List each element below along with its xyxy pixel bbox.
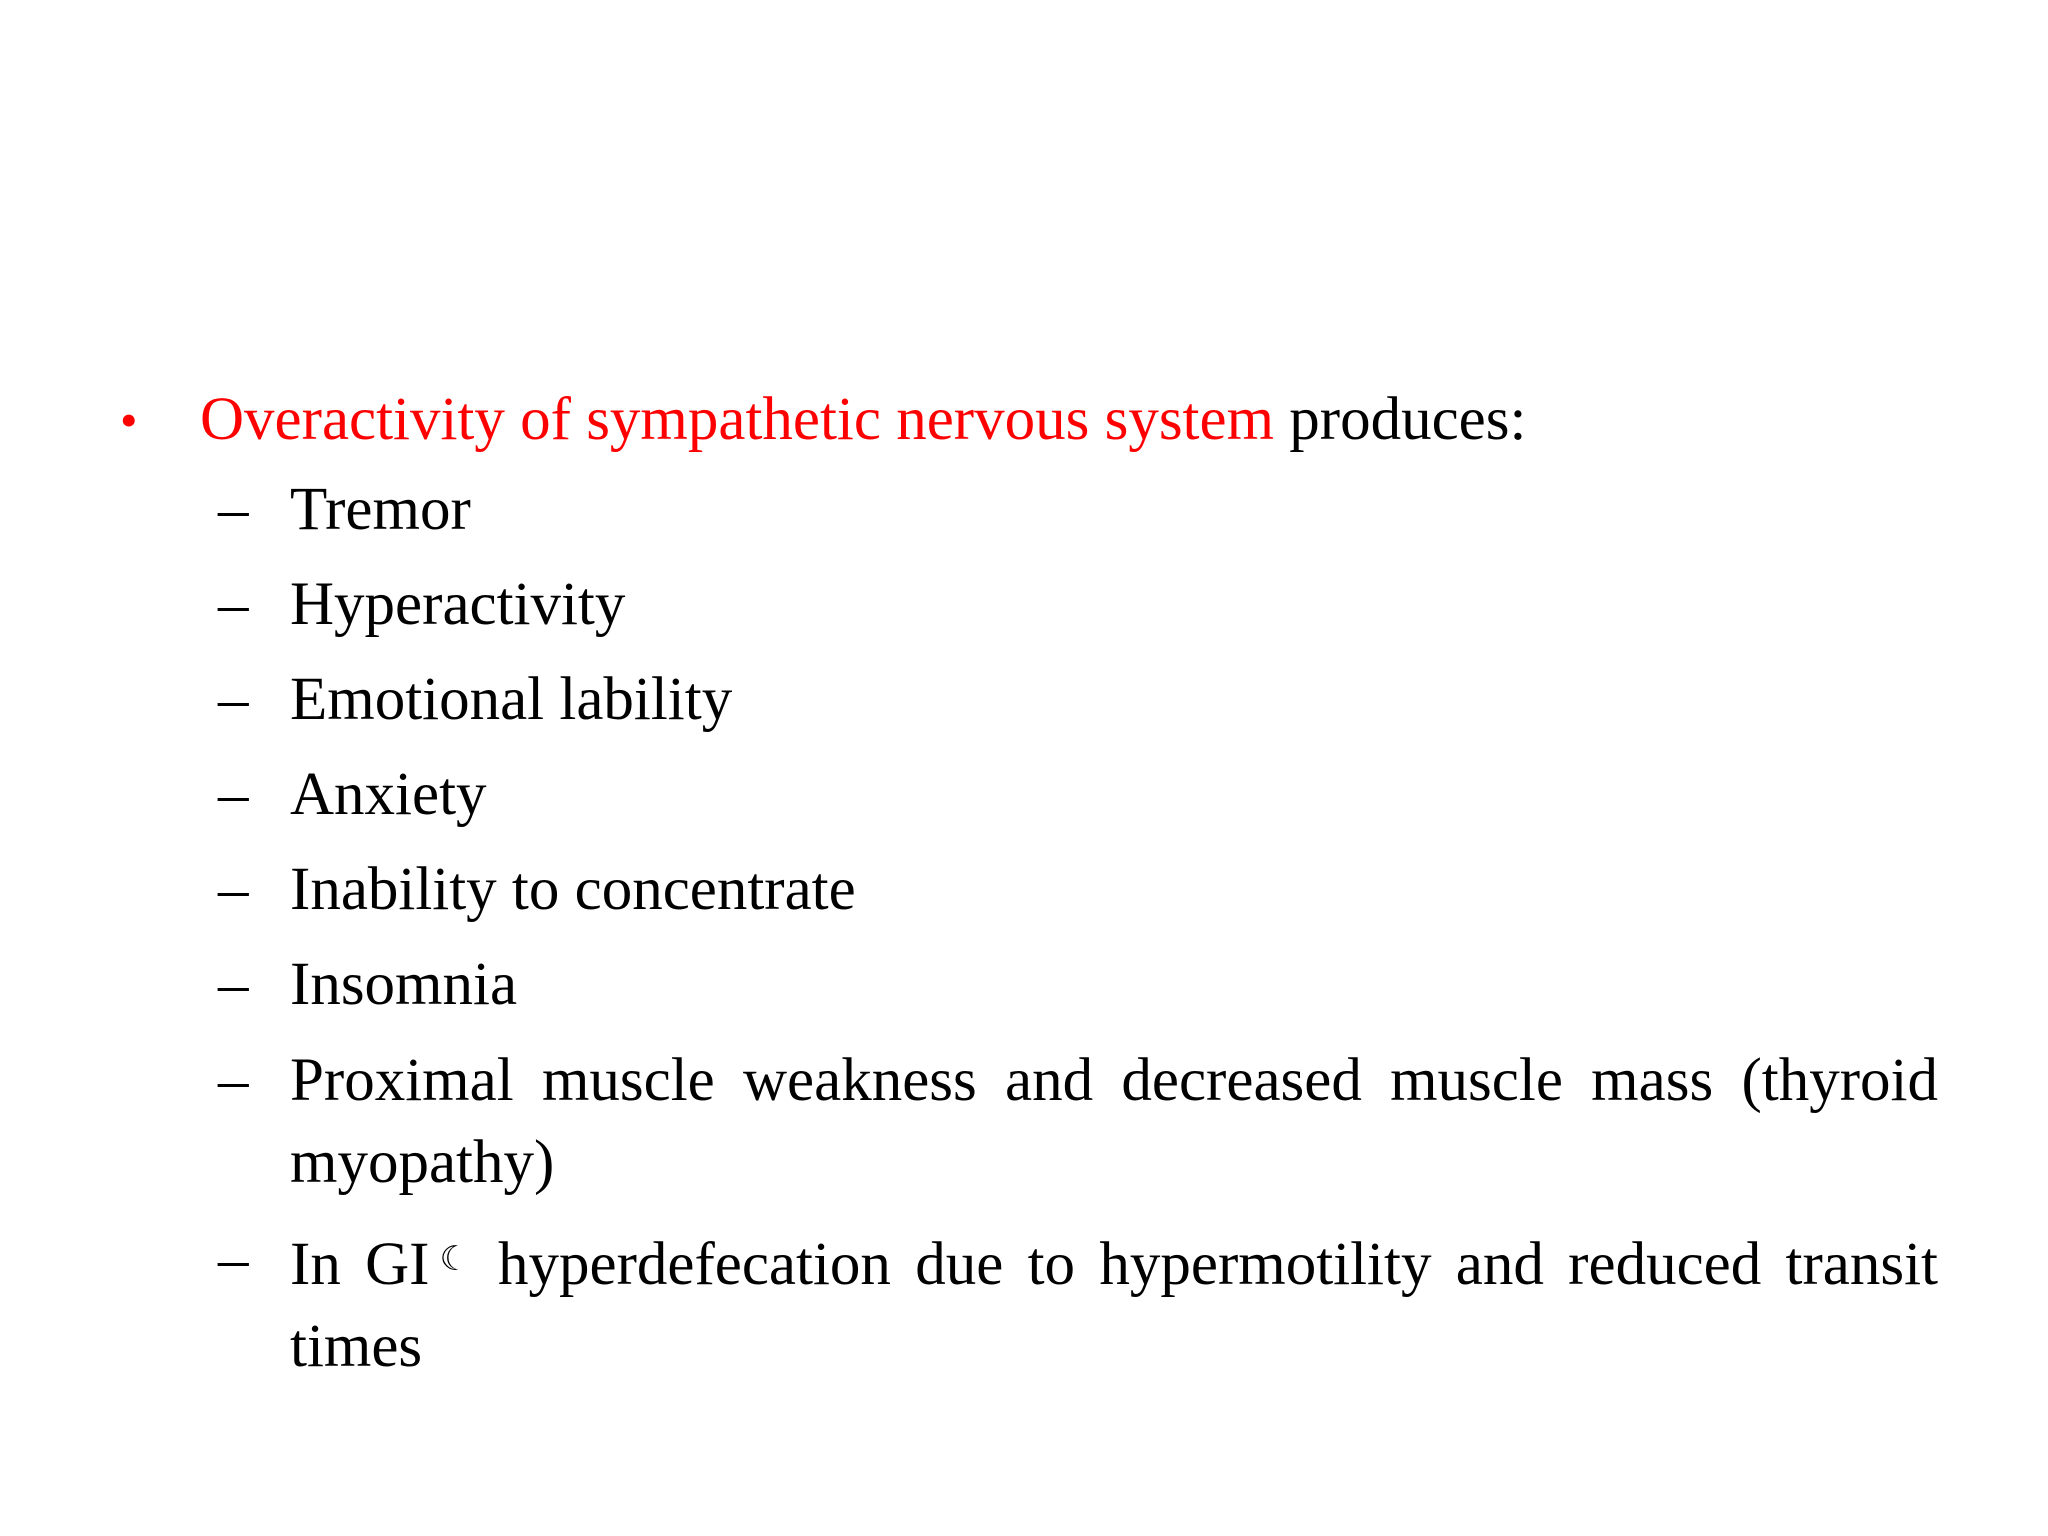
dash-marker: –: [218, 761, 249, 828]
sub-point-inability-to-concentrate: [218, 850, 1938, 930]
dash-marker: –: [218, 856, 249, 923]
dash-marker: –: [218, 476, 249, 543]
sub-point-text: Hyperactivity: [290, 571, 626, 638]
sub-point-text: Proximal muscle weakness and decreased muscle mass (thyroid myopathy): [290, 1047, 1938, 1196]
dash-marker: –: [218, 1226, 249, 1293]
dash-marker: –: [218, 951, 249, 1018]
sub-point-gi-hyperdefecation: [218, 1219, 1938, 1388]
sub-point-text: Tremor: [290, 476, 471, 543]
highlighted-phrase: Overactivity of sympathetic nervous system: [200, 386, 1275, 453]
sub-point-text: Inability to concentrate: [290, 856, 856, 923]
sub-point-proximal-muscle-weakness: [218, 1040, 1938, 1204]
bullet-dot: •: [120, 392, 138, 448]
sub-point-hyperactivity: [218, 565, 1938, 645]
sub-point-tremor: [218, 470, 1938, 550]
crescent-moon-icon: ☾: [439, 1241, 470, 1278]
sub-point-gi-suffix: hyperdefecation due to hypermotility and reduced transit times: [290, 1231, 1939, 1380]
sub-point-text: Insomnia: [290, 951, 518, 1018]
dash-marker: –: [218, 666, 249, 733]
sub-point-emotional-lability: [218, 660, 1938, 740]
sub-point-gi-prefix: In GI: [290, 1231, 430, 1298]
sub-point-text: Emotional lability: [290, 666, 733, 733]
main-point-text: [200, 380, 1526, 460]
sub-point-insomnia: [218, 945, 1938, 1025]
main-point-rest: produces:: [1289, 386, 1527, 453]
sub-point-list: [218, 470, 1938, 1403]
sub-point-anxiety: [218, 755, 1938, 835]
dash-marker: –: [218, 571, 249, 638]
sub-point-text: Anxiety: [290, 761, 487, 828]
dash-marker: –: [218, 1047, 249, 1114]
